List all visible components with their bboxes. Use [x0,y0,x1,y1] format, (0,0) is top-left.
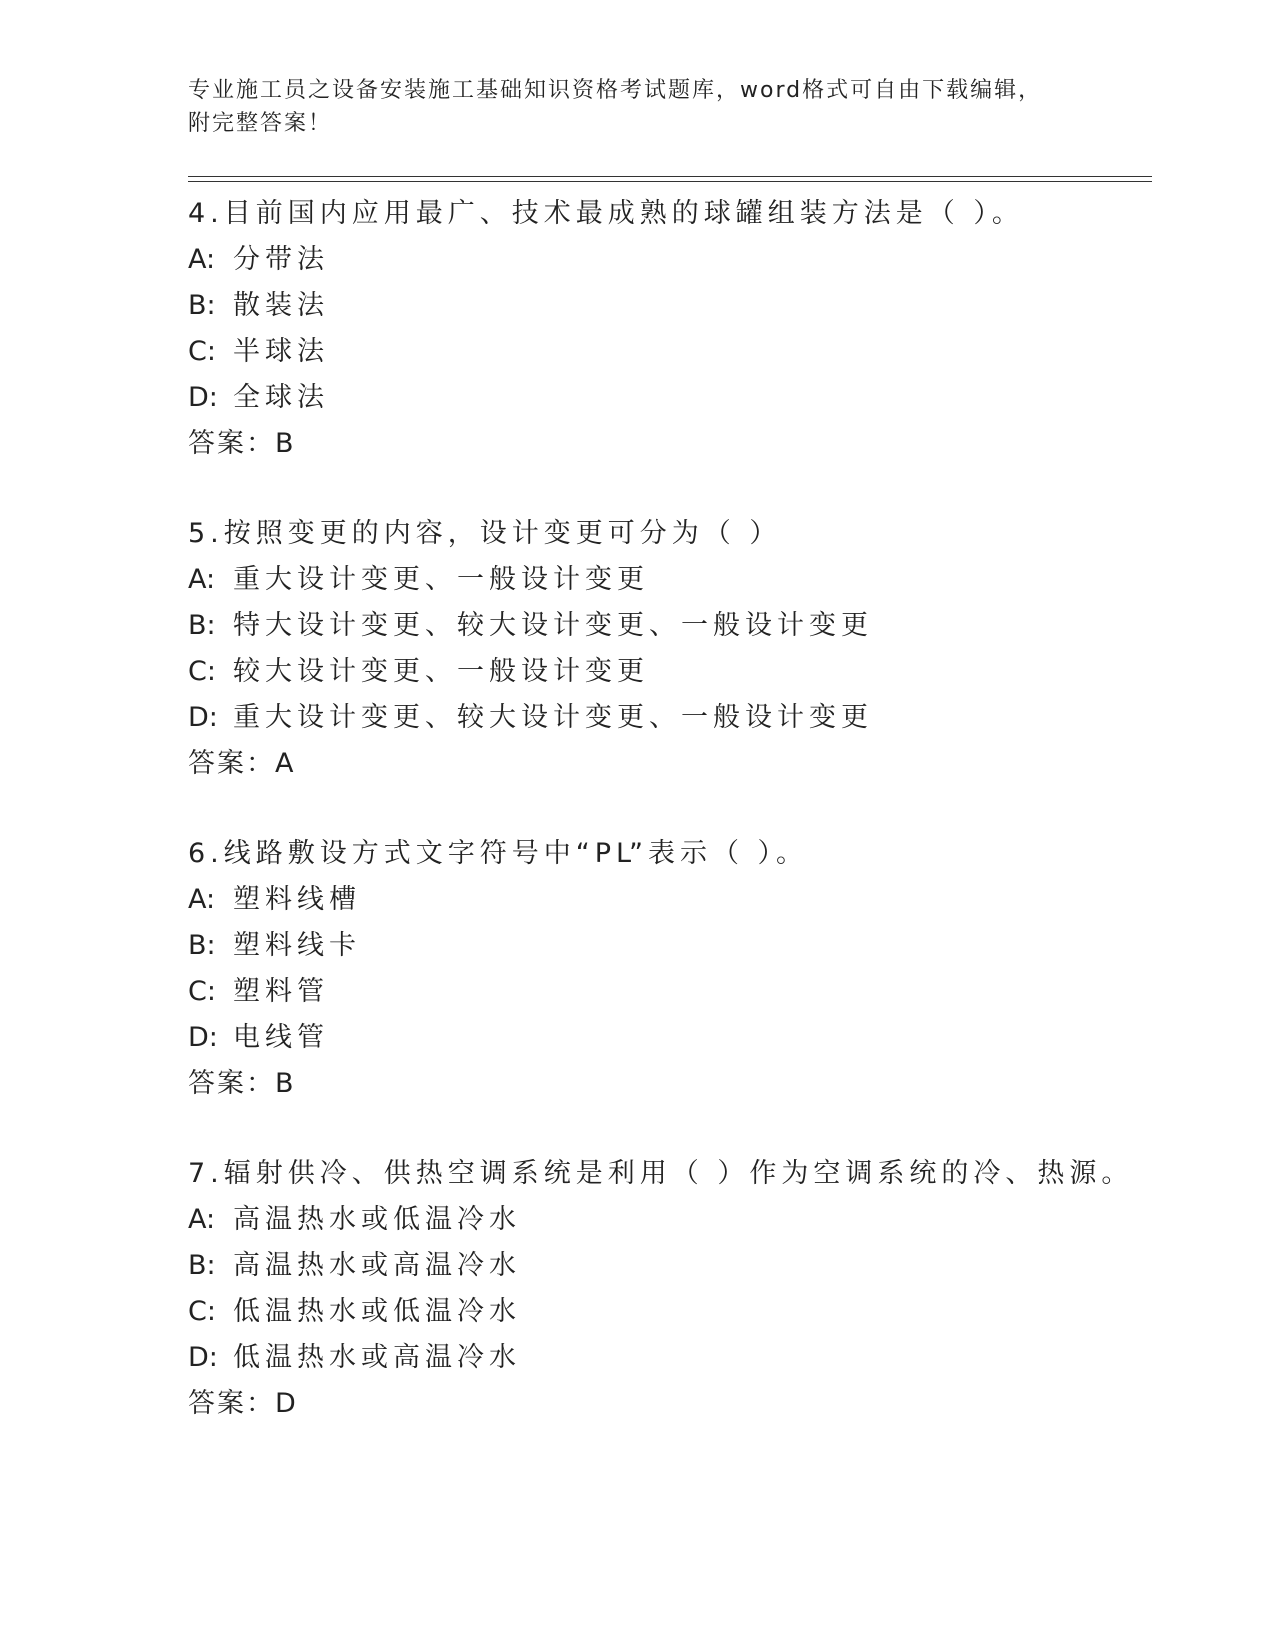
option-text: 较大设计变更、一般设计变更 [233,656,649,687]
option-letter: C: [188,656,216,687]
question-stem: 4.目前国内应用最广、技术最成熟的球罐组装方法是（ ）。 [188,198,1024,229]
option-letter: C: [188,976,216,1007]
header-line-1: 专业施工员之设备安装施工基础知识资格考试题库，word格式可自由下载编辑， [188,78,1043,103]
answer-line [188,1061,1138,1107]
option-letter: A: [188,1204,216,1235]
option-a [188,557,1138,603]
answer-line [188,1381,1138,1427]
option-text: 塑料管 [233,976,329,1007]
option-d [188,695,1138,741]
option-b [188,603,1138,649]
option-letter: D: [188,1342,218,1373]
option-text: 特大设计变更、较大设计变更、一般设计变更 [233,610,873,641]
question-stem: 7.辐射供冷、供热空调系统是利用（ ）作为空调系统的冷、热源。 [188,1158,1134,1189]
answer-label: 答案： [188,428,275,459]
option-text: 半球法 [233,336,329,367]
option-letter: D: [188,382,218,413]
answer-value: B [275,428,295,459]
answer-line [188,741,1138,787]
option-letter: B: [188,930,216,961]
option-d [188,1015,1138,1061]
header-divider-bottom [188,181,1152,182]
answer-value: A [275,748,295,779]
option-letter: B: [188,1250,216,1281]
option-text: 分带法 [233,244,329,275]
option-c [188,1289,1138,1335]
question-6 [188,831,1138,1151]
option-c [188,649,1138,695]
question-list [188,191,1138,1471]
option-text: 高温热水或低温冷水 [233,1204,521,1235]
option-a [188,1197,1138,1243]
question-stem: 5.按照变更的内容，设计变更可分为（ ） [188,518,782,549]
option-a [188,877,1138,923]
option-text: 全球法 [233,382,329,413]
option-text: 重大设计变更、较大设计变更、一般设计变更 [233,702,873,733]
answer-label: 答案： [188,1068,275,1099]
option-text: 高温热水或高温冷水 [233,1250,521,1281]
question-5 [188,511,1138,831]
option-letter: C: [188,336,216,367]
answer-label: 答案： [188,748,275,779]
option-text: 电线管 [233,1022,329,1053]
question-4 [188,191,1138,511]
option-text: 重大设计变更、一般设计变更 [233,564,649,595]
answer-label: 答案： [188,1388,275,1419]
answer-value: B [275,1068,295,1099]
option-c [188,969,1138,1015]
option-letter: A: [188,564,216,595]
option-d [188,375,1138,421]
answer-value: D [275,1388,297,1419]
option-c [188,329,1138,375]
option-letter: D: [188,702,218,733]
question-7 [188,1151,1138,1471]
option-letter: A: [188,884,216,915]
option-b [188,923,1138,969]
option-letter: A: [188,244,216,275]
option-b [188,283,1138,329]
option-letter: B: [188,610,216,641]
option-letter: C: [188,1296,216,1327]
option-text: 塑料线槽 [233,884,361,915]
document-header [188,74,1088,140]
option-letter: D: [188,1022,218,1053]
option-text: 散装法 [233,290,329,321]
option-d [188,1335,1138,1381]
question-stem: 6.线路敷设方式文字符号中“PL”表示（ ）。 [188,838,809,869]
option-text: 塑料线卡 [233,930,361,961]
answer-line [188,421,1138,467]
option-text: 低温热水或高温冷水 [233,1342,521,1373]
header-divider-top [188,176,1152,177]
header-line-2: 附完整答案！ [188,111,333,136]
option-a [188,237,1138,283]
option-text: 低温热水或低温冷水 [233,1296,521,1327]
option-letter: B: [188,290,216,321]
option-b [188,1243,1138,1289]
